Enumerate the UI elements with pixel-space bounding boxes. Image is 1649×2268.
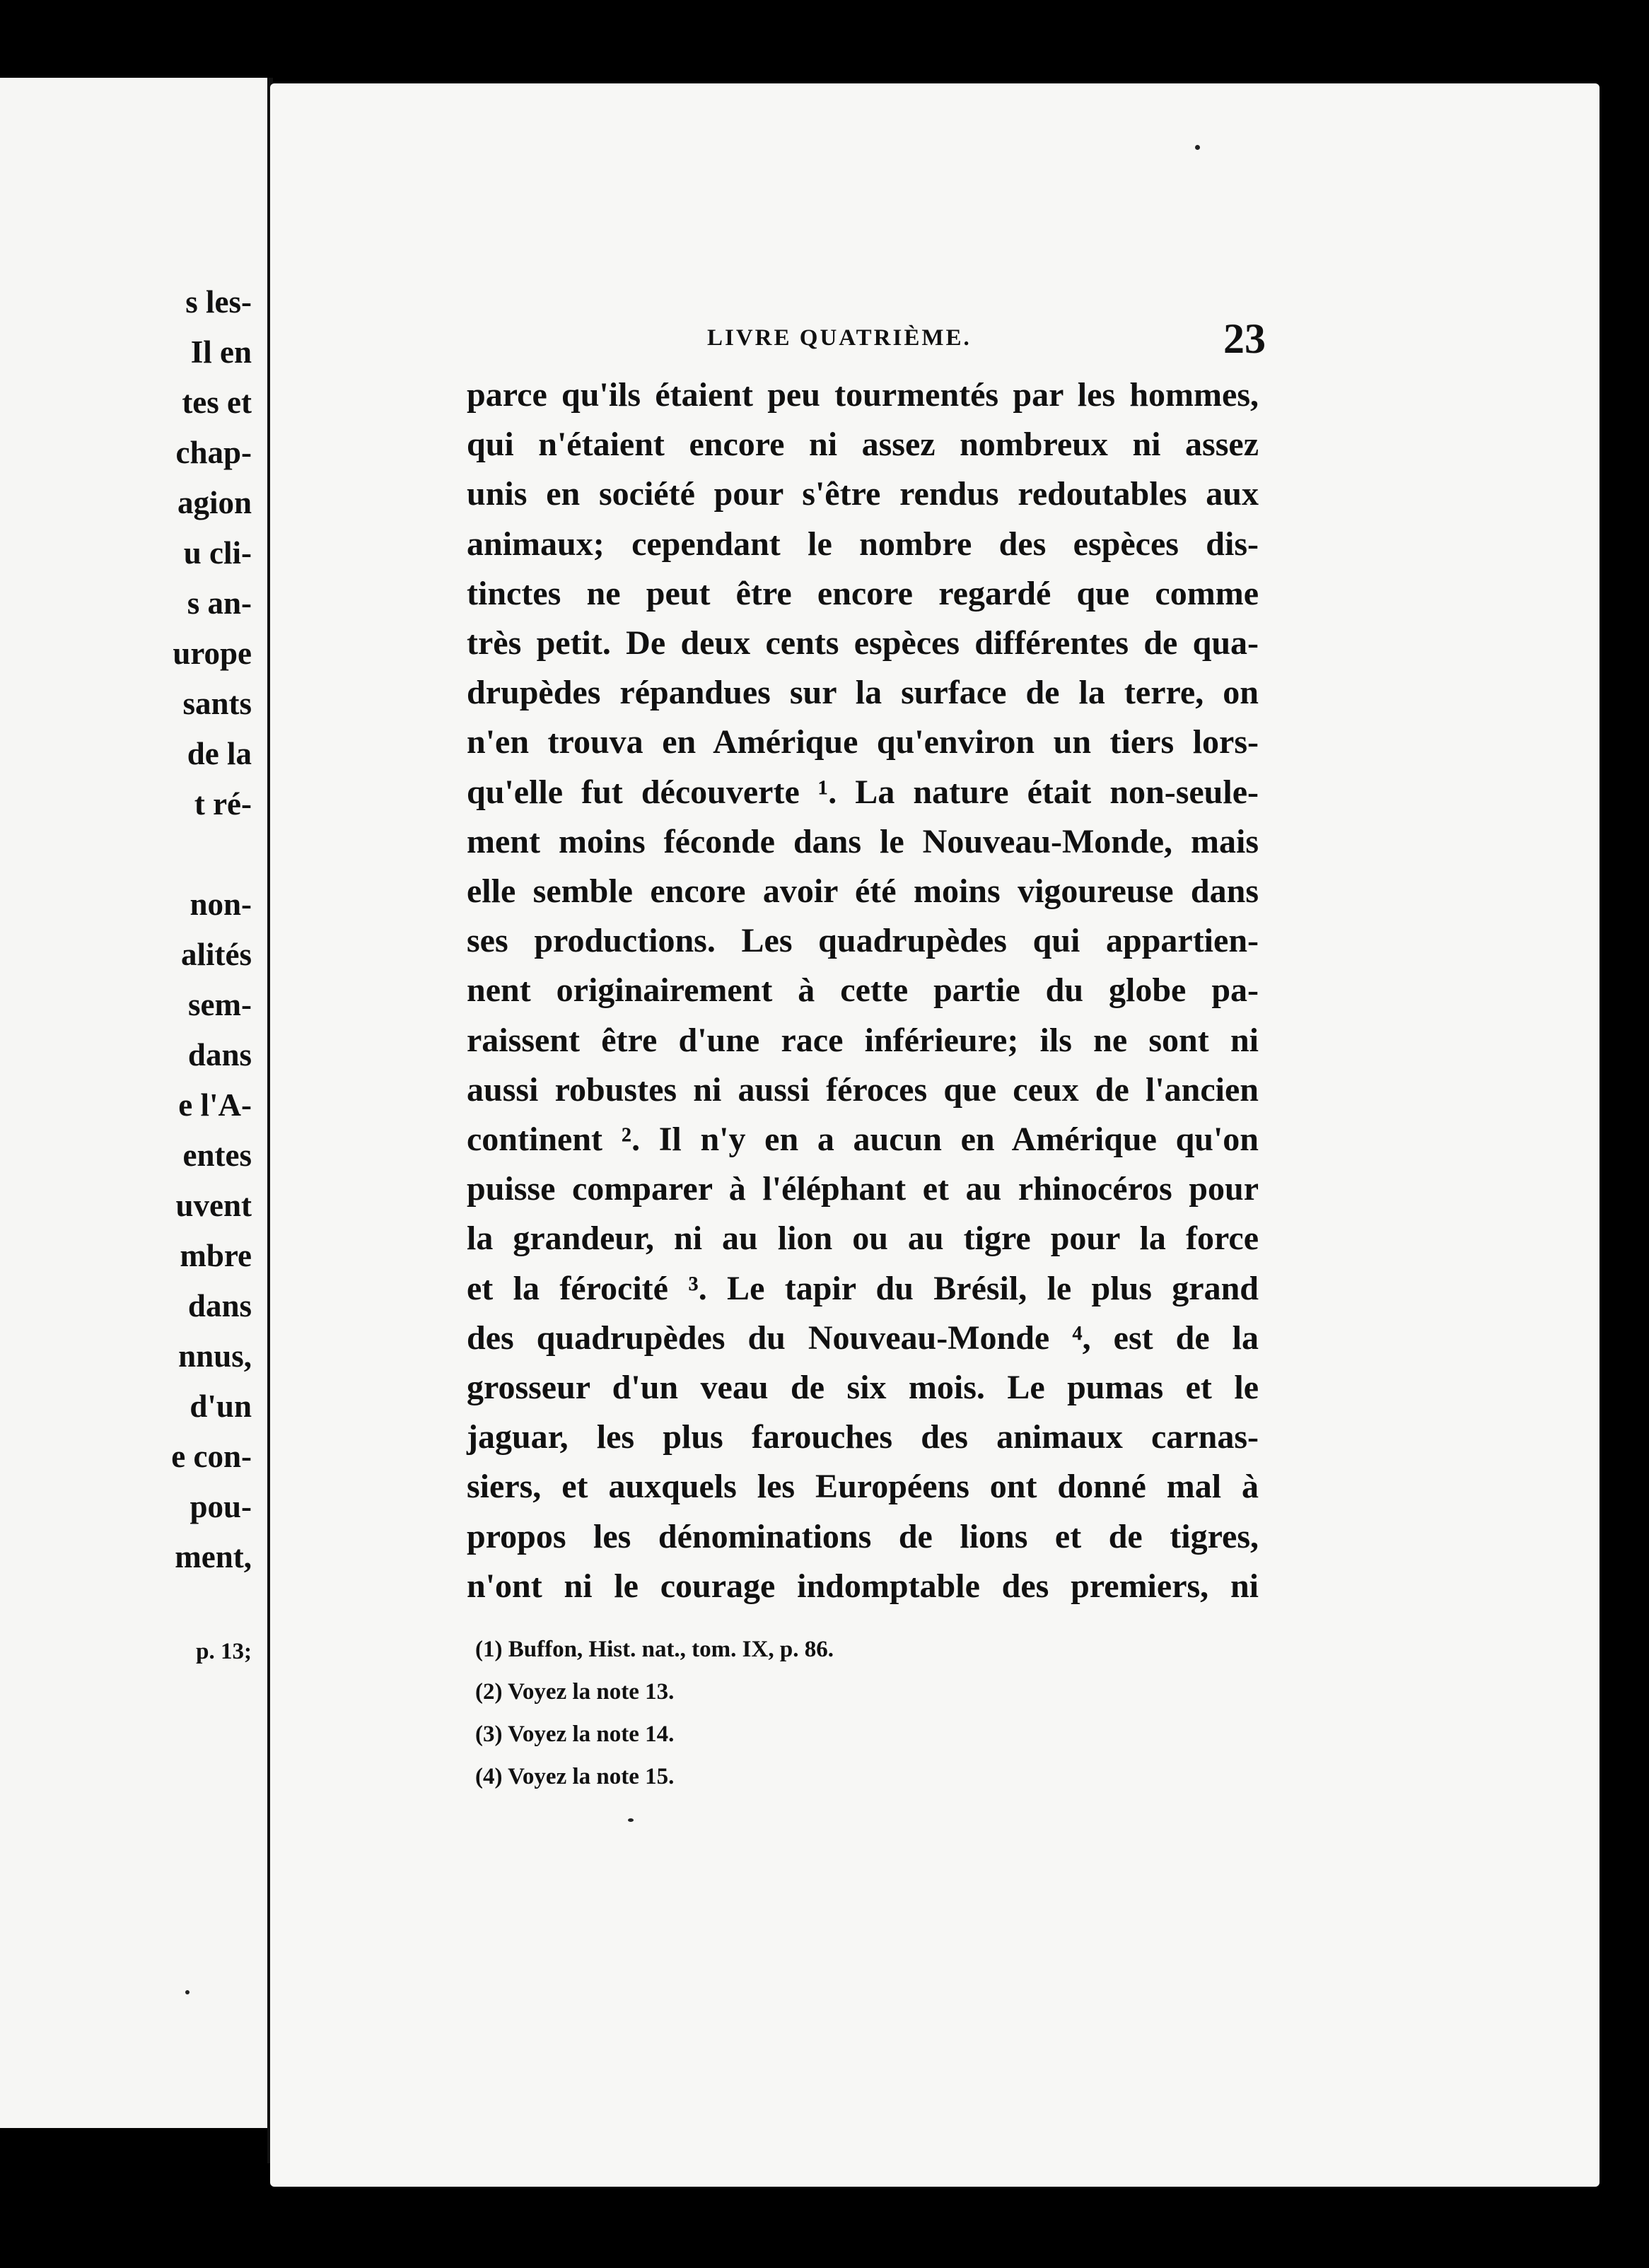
body-line: propos les dénominations de lions et de tigres, xyxy=(467,1517,1259,1555)
left-page-line: s an- xyxy=(187,585,252,621)
body-line: animaux; cependant le nombre des espèces dis- xyxy=(467,525,1259,563)
left-page-line: sants xyxy=(182,686,252,721)
body-line: des quadrupèdes du Nouveau-Monde ⁴, est de la xyxy=(467,1319,1259,1357)
body-line: qui n'étaient encore ni assez nombreux ni assez xyxy=(467,426,1259,464)
left-page-line: mbre xyxy=(180,1238,252,1273)
speck xyxy=(185,1990,190,1994)
speck xyxy=(628,1818,634,1822)
left-page-line: dans xyxy=(187,1288,252,1323)
left-page-line: de la xyxy=(187,736,252,771)
body-line: elle semble encore avoir été moins vigoureuse dans xyxy=(467,872,1259,910)
body-line: n'ont ni le courage indomptable des premiers, ni xyxy=(467,1567,1259,1605)
left-page-line: uvent xyxy=(175,1188,252,1223)
left-page-line: dans xyxy=(187,1037,252,1072)
body-line: qu'elle fut découverte ¹. La nature était non-seule- xyxy=(467,773,1259,811)
left-page-line: u cli- xyxy=(183,535,252,571)
body-line: jaguar, les plus farouches des animaux carnas- xyxy=(467,1418,1259,1456)
left-page-line: pou- xyxy=(190,1489,252,1524)
left-page-line: nnus, xyxy=(178,1338,252,1374)
left-page-line: agion xyxy=(177,485,252,520)
body-line: nent originairement à cette partie du globe pa- xyxy=(467,971,1259,1010)
left-page-line: e con- xyxy=(171,1439,252,1474)
left-page-line: chap- xyxy=(175,435,252,470)
footnote: (1) Buffon, Hist. nat., tom. IX, p. 86. xyxy=(475,1637,834,1662)
speck xyxy=(1195,145,1200,150)
left-page-line: tes et xyxy=(182,385,252,420)
body-line: ses productions. Les quadrupèdes qui appartien- xyxy=(467,922,1259,960)
left-page-line: d'un xyxy=(190,1389,252,1424)
left-page-line: s les- xyxy=(185,284,252,320)
left-page-line: sem- xyxy=(188,987,252,1022)
left-page-line: t ré- xyxy=(194,786,252,822)
body-line: ment moins féconde dans le Nouveau-Monde, mais xyxy=(467,822,1259,860)
left-page-line: urope xyxy=(173,636,252,671)
left-page xyxy=(0,78,267,2128)
footnote: (2) Voyez la note 13. xyxy=(475,1679,675,1705)
body-line: n'en trouva en Amérique qu'environ un tiers lors- xyxy=(467,723,1259,761)
body-line: drupèdes répandues sur la surface de la terre, on xyxy=(467,674,1259,712)
body-line: très petit. De deux cents espèces différentes de qua- xyxy=(467,624,1259,662)
body-line: aussi robustes ni aussi féroces que ceux de l'ancien xyxy=(467,1070,1259,1109)
left-page-line: ment, xyxy=(175,1539,252,1574)
left-page-footnote: p. 13; xyxy=(196,1639,252,1664)
body-line: parce qu'ils étaient peu tourmentés par les hommes, xyxy=(467,376,1259,414)
body-line: grosseur d'un veau de six mois. Le pumas et le xyxy=(467,1369,1259,1406)
left-page-line: entes xyxy=(182,1138,252,1173)
footnote: (4) Voyez la note 15. xyxy=(475,1764,675,1789)
left-page-line: alités xyxy=(181,937,252,972)
body-line: la grandeur, ni au lion ou au tigre pour la force xyxy=(467,1220,1259,1258)
body-line: et la férocité ³. Le tapir du Brésil, le plus grand xyxy=(467,1269,1259,1307)
body-line: siers, et auxquels les Européens ont donné mal à xyxy=(467,1468,1259,1506)
body-line: continent ². Il n'y en a aucun en Amérique qu'on xyxy=(467,1121,1259,1158)
body-line: puisse comparer à l'éléphant et au rhinocéros pour xyxy=(467,1170,1259,1208)
left-page-line: e l'A- xyxy=(178,1087,252,1123)
body-line: tinctes ne peut être encore regardé que comme xyxy=(467,574,1259,612)
page-number: 23 xyxy=(1223,315,1266,362)
body-line: unis en société pour s'être rendus redoutables aux xyxy=(467,475,1259,513)
running-head: LIVRE QUATRIÈME. xyxy=(707,325,972,351)
left-page-line: non- xyxy=(190,887,252,922)
body-line: raissent être d'une race inférieure; ils ne sont ni xyxy=(467,1021,1259,1059)
footnote: (3) Voyez la note 14. xyxy=(475,1722,675,1747)
left-page-line: Il en xyxy=(190,334,252,370)
